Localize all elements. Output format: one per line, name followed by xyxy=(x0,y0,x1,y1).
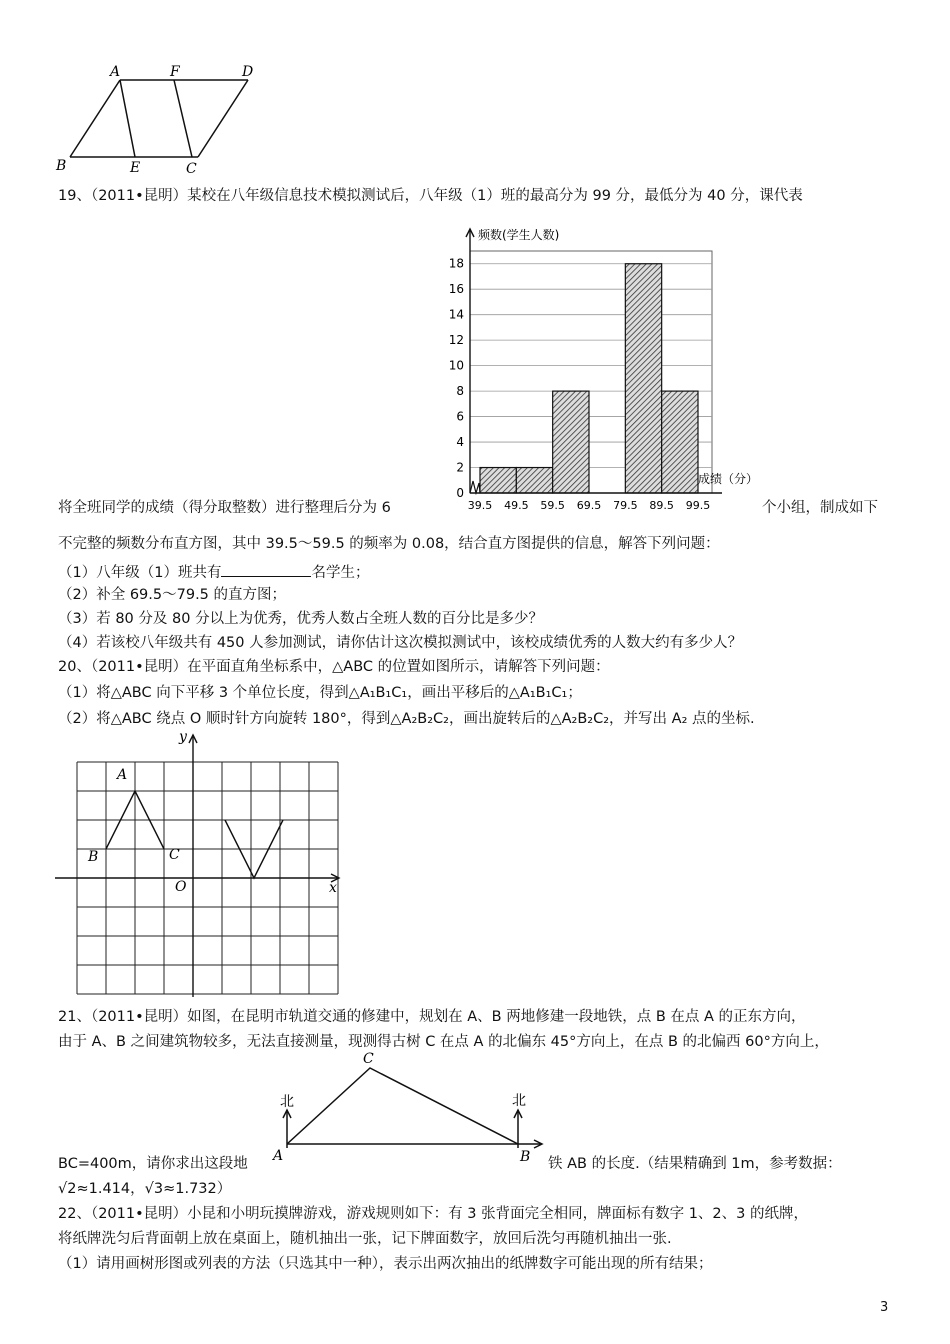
grid-label-A: A xyxy=(117,767,128,783)
q19-line3: 不完整的频数分布直方图，其中 39.5～59.5 的频率为 0.08，结合直方图提供的信息，解答下列问题： xyxy=(58,536,720,552)
q19-sub4: （4）若该校八年级共有 450 人参加测试，请你估计这次模拟测试中，该校成绩优秀的人数大约有多少人？ xyxy=(58,635,743,651)
q22-sub1: （1）请用画树形图或列表的方法（只选其中一种），表示出两次抽出的纸牌数字可能出现的所有结果； xyxy=(58,1256,713,1272)
histogram-xtick-label: 99.5 xyxy=(685,499,711,512)
histogram-xtick-label: 39.5 xyxy=(467,499,493,512)
grid-label-x: x xyxy=(329,880,337,896)
q19-sub2: （2）补全 69.5～79.5 的直方图； xyxy=(58,587,287,603)
q21-line4: √2≈1.414，√3≈1.732） xyxy=(58,1181,232,1197)
histogram-xtick-label: 69.5 xyxy=(576,499,602,512)
label-D: D xyxy=(242,64,254,80)
histogram-ytick-label: 6 xyxy=(456,409,464,424)
histogram-bar xyxy=(516,468,552,493)
histogram-xtick-label: 49.5 xyxy=(504,499,529,512)
histogram-ytick-label: 14 xyxy=(448,307,464,322)
q19-line2-left: 将全班同学的成绩（得分取整数）进行整理后分为 6 xyxy=(58,500,391,516)
grid-label-y: y xyxy=(179,729,187,745)
histogram-chart xyxy=(440,215,760,520)
label-F: F xyxy=(170,64,180,80)
map-label-B: B xyxy=(520,1149,531,1165)
histogram-ytick-label: 10 xyxy=(448,358,464,373)
histogram-ytick-label: 4 xyxy=(456,435,464,450)
histogram-ytick-label: 8 xyxy=(456,384,464,399)
q22-line2: 将纸牌洗匀后背面朝上放在桌面上，随机抽出一张，记下牌面数字，放回后洗匀再随机抽出一张. xyxy=(58,1231,672,1247)
q21-line3-right: 铁 AB 的长度.（结果精确到 1m，参考数据： xyxy=(548,1156,842,1172)
grid-label-O: O xyxy=(175,879,187,895)
histogram-xtick-label: 59.5 xyxy=(540,499,565,512)
grid-label-B: B xyxy=(88,849,99,865)
label-C: C xyxy=(186,161,197,177)
q22-line1: 22、（2011•昆明）小昆和小明玩摸牌游戏，游戏规则如下：有 3 张背面完全相同，牌面标有数字 1、2、3 的纸牌， xyxy=(58,1206,808,1222)
histogram-xtick-label: 79.5 xyxy=(613,499,638,512)
histogram-ylabel: 频数(学生人数) xyxy=(478,228,560,242)
q20-line1: 20、（2011•昆明）在平面直角坐标系中，△ABC 的位置如图所示，请解答下列问题： xyxy=(58,659,610,675)
answer-blank[interactable] xyxy=(221,561,311,577)
q21-line1: 21、（2011•昆明）如图，在昆明市轨道交通的修建中，规划在 A、B 两地修建一段地铁，点 B 在点 A 的正东方向， xyxy=(58,1009,806,1025)
histogram-ytick-label: 18 xyxy=(448,256,464,271)
q21-line3-left: BC=400m，请你求出这段地 xyxy=(58,1156,248,1172)
histogram-bar xyxy=(553,391,589,493)
histogram-bar xyxy=(625,264,661,493)
q20-sub1: （1）将△ABC 向下平移 3 个单位长度，得到△A₁B₁C₁，画出平移后的△A₁B₁C₁； xyxy=(58,685,582,701)
histogram-ytick-label: 0 xyxy=(456,486,464,500)
map-label-A: A xyxy=(273,1148,284,1164)
q19-sub3: （3）若 80 分及 80 分以上为优秀，优秀人数占全班人数的百分比是多少？ xyxy=(58,611,544,627)
label-A: A xyxy=(110,64,121,80)
histogram-bar xyxy=(662,391,698,493)
q19-line1: 19、（2011•昆明）某校在八年级信息技术模拟测试后，八年级（1）班的最高分为 99 分，最低分为 40 分，课代表 xyxy=(58,188,803,204)
histogram-xtick-label: 89.5 xyxy=(649,499,674,512)
parallelogram-figure xyxy=(50,60,270,180)
q19-sub1 xyxy=(58,561,369,583)
north-label-a: 北 xyxy=(280,1094,294,1110)
label-E: E xyxy=(130,160,141,176)
q19-line2-right: 个小组，制成如下 xyxy=(762,500,878,516)
histogram-ytick-label: 16 xyxy=(448,282,464,297)
histogram-xlabel: 成绩（分） xyxy=(698,472,759,486)
north-label-b: 北 xyxy=(512,1093,526,1109)
page-number: 3 xyxy=(880,1300,889,1315)
histogram-bar xyxy=(480,468,516,493)
coordinate-grid-figure xyxy=(55,725,355,1015)
q20-sub2: （2）将△ABC 绕点 O 顺时针方向旋转 180°，得到△A₂B₂C₂，画出旋转后的△A₂B₂C₂，并写出 A₂ 点的坐标. xyxy=(58,711,755,727)
label-B: B xyxy=(56,158,67,174)
q19-sub1-a: （1）八年级（1）班共有 xyxy=(58,565,222,581)
grid-label-C: C xyxy=(169,847,180,863)
q21-line2: 由于 A、B 之间建筑物较多，无法直接测量，现测得古树 C 在点 A 的北偏东 45°方向上，在点 B 的北偏西 60°方向上， xyxy=(58,1034,829,1050)
map-figure xyxy=(265,1048,555,1168)
map-label-C: C xyxy=(363,1051,374,1067)
histogram-axis-break xyxy=(470,481,480,493)
q19-sub1-b: 名学生； xyxy=(311,565,370,581)
histogram-ytick-label: 12 xyxy=(448,333,464,348)
histogram-ytick-label: 2 xyxy=(456,460,464,475)
